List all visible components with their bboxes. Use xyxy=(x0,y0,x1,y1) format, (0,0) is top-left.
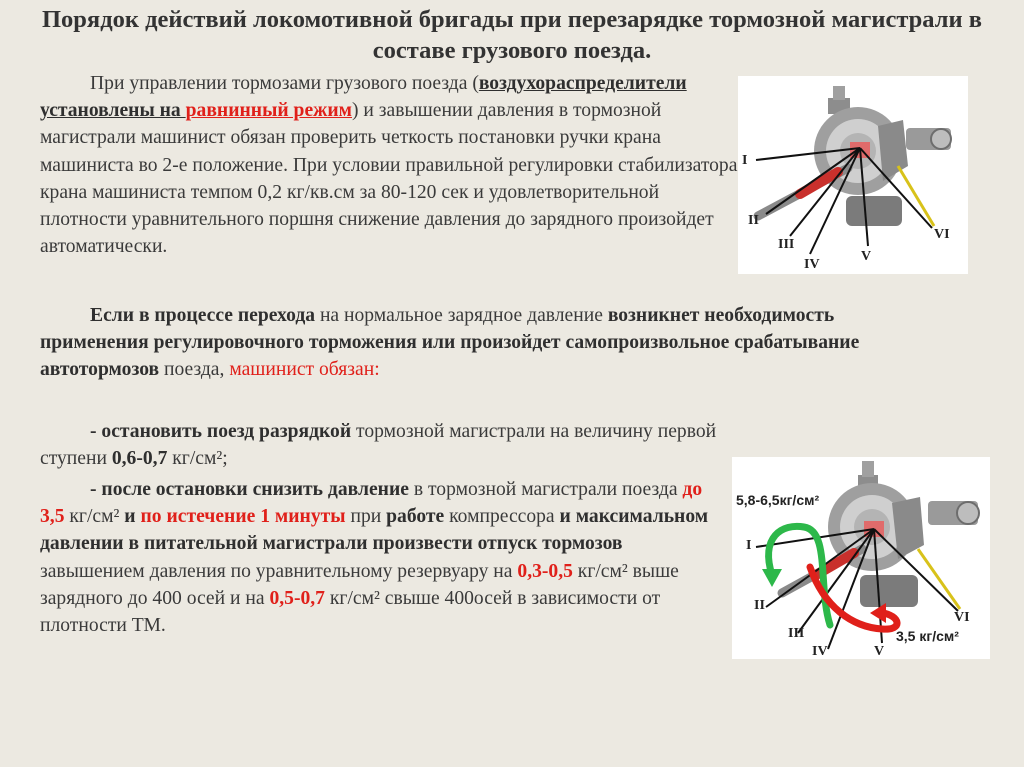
position2-label-4: IV xyxy=(812,644,828,659)
item2-red-3: 0,3-0,5 xyxy=(517,560,573,582)
condition-bold-2: возникнет необходимость применения регулировочного торможения или произойдет самопроизвольное срабатывание автотормозов xyxy=(40,305,860,381)
item2-text-6: кг/см² выше зарядного до 400 осей и на xyxy=(40,560,679,609)
brake-valve-figure-1 xyxy=(738,76,968,274)
condition-text-2: поезда, xyxy=(159,359,230,381)
position2-label-5: V xyxy=(874,644,885,659)
item2-text-2: кг/см² xyxy=(64,506,125,528)
position-label-1: I xyxy=(742,153,748,168)
item1-bold: - остановить поезд разрядкой xyxy=(90,421,352,442)
paragraph-intro xyxy=(40,70,740,260)
brake-valve-body-2 xyxy=(828,461,979,607)
position-label-6: VI xyxy=(934,227,950,242)
paragraph-item-1 xyxy=(40,418,730,472)
item2-bold-3: работе xyxy=(386,506,445,528)
item2-text-3: при xyxy=(345,506,387,528)
item2-text-5: завышением давления по уравнительному резервуару на xyxy=(40,560,518,582)
position-label-4: IV xyxy=(804,257,820,272)
item1-text: тормозной магистрали на величину первой ступени xyxy=(40,421,717,470)
intro-text: При управлении тормозами грузового поезда xyxy=(90,73,468,94)
item2-bold-4: и максимальном давлении в питательной магистрали произвести отпуск тормозов xyxy=(40,506,709,555)
item2-bold-2: и xyxy=(124,506,136,528)
brake-valve-figure-2 xyxy=(732,457,990,659)
intro-underlined: воздухораспределители установлены на xyxy=(40,73,687,122)
item1-unit: кг/см²; xyxy=(167,448,228,470)
pressure-label-top: 5,8-6,5кг/см² xyxy=(736,492,820,508)
condition-obliged: машинист обязан: xyxy=(229,359,380,381)
intro-mode-highlight: равнинный режим xyxy=(185,100,352,122)
position2-label-2: II xyxy=(754,598,765,613)
item1-value: 0,6-0,7 xyxy=(111,448,168,470)
slide-title: Порядок действий локомотивной бригады при перезарядке тормозной магистрали в составе грузового поезда. xyxy=(42,6,982,64)
item2-text-4: компрессора xyxy=(444,506,560,528)
condition-text-1: на нормальное зарядное давление xyxy=(315,305,608,326)
paragraph-item-2 xyxy=(40,476,730,639)
item2-red-1: до 3,5 xyxy=(40,479,703,528)
position2-label-3: III xyxy=(788,626,805,641)
intro-text-rest: ) и завышении давления в тормозной магистрали машинист обязан проверить четкость постановки ручки крана машиниста во 2-е положение. При условии правильной регулировки стабилизатора крана машиниста темпом 0,2 кг/кв.см за 80-120 сек и удовлетворительной плотности уравнительного поршня снижение давления до зарядного произойдет автоматически. xyxy=(40,100,738,258)
paragraph-condition xyxy=(40,302,860,384)
item2-red-2: по истечение 1 минуты xyxy=(140,506,346,528)
item2-red-4: 0,5-0,7 xyxy=(269,587,325,609)
item2-bold-1: - после остановки снизить давление xyxy=(90,479,409,500)
valve-handle xyxy=(758,168,848,216)
position-label-5: V xyxy=(861,249,872,264)
position-label-3: III xyxy=(778,237,795,252)
condition-bold-1: Если в процессе перехода xyxy=(90,305,316,326)
pressure-label-bottom: 3,5 кг/см² xyxy=(896,628,959,644)
position2-label-1: I xyxy=(746,538,752,553)
brake-valve-body xyxy=(814,86,951,226)
item2-text-1: в тормозной магистрали поезда xyxy=(408,479,683,500)
intro-paren-open: ( xyxy=(472,73,479,94)
item2-text-7: кг/см² свыше 400осей в зависимости от плотности ТМ. xyxy=(40,587,661,637)
position-label-2: II xyxy=(748,213,759,228)
position2-label-6: VI xyxy=(954,610,970,625)
